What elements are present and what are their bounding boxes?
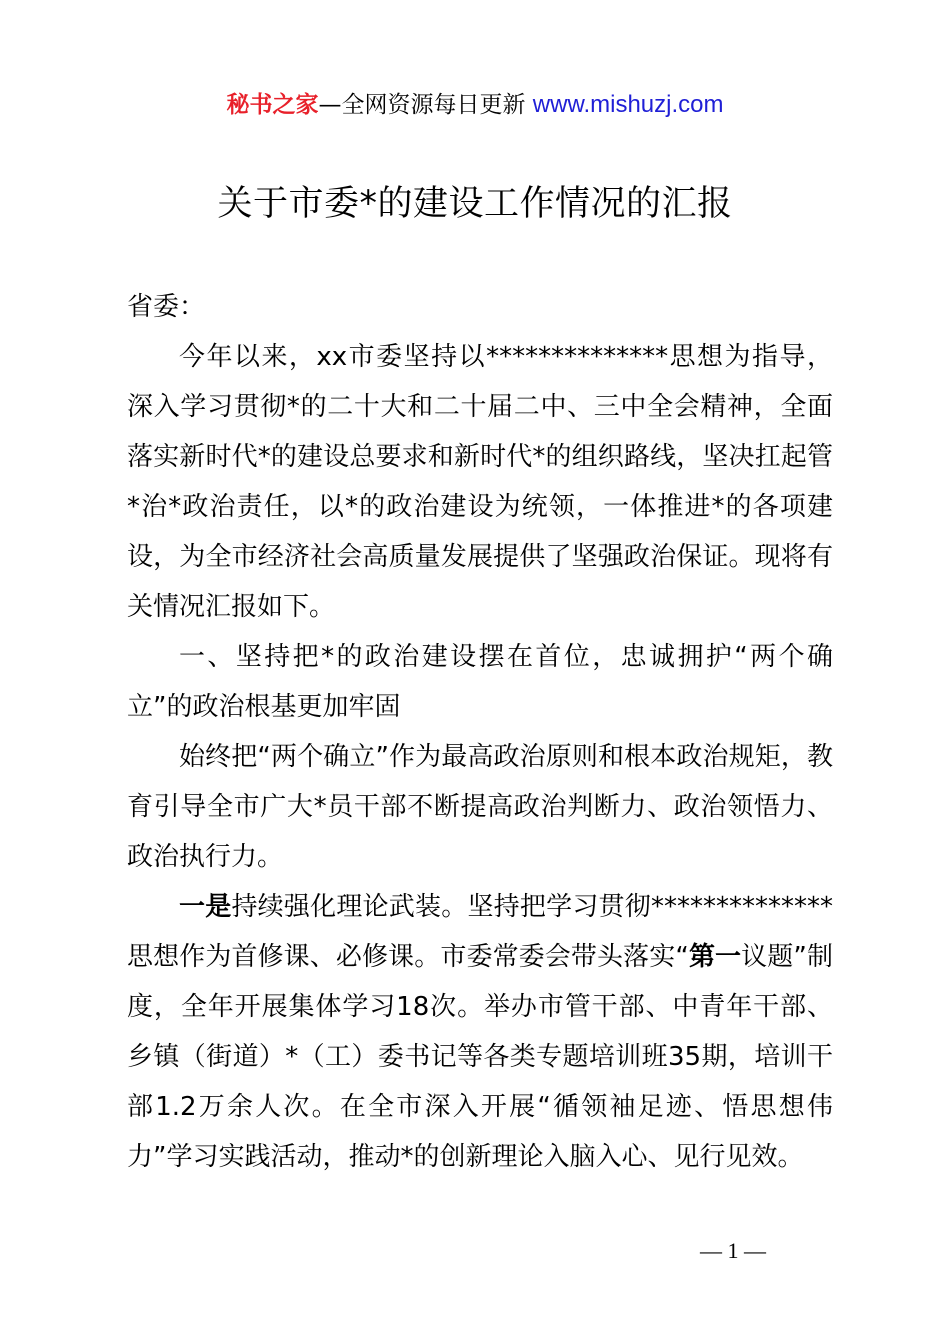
point-lead: 一是	[179, 892, 232, 922]
intro-paragraph: 今年以来，xx市委坚持以**************思想为指导，深入学习贯彻*的二十大和二十届二中、三中全会精神，全面落实新时代*的建设总要求和新时代*的组织路线，坚决扛起管*治*政治责任，以*的政治建设为统领，一体推进*的各项建设，为全市经济社会高质量发展提供了坚强政治保证。现将有关情况汇报如下。	[127, 342, 833, 622]
section-paragraph: 始终把“两个确立”作为最高政治原则和根本政治规矩，教育引导全市广大*员干部不断提高政治判断力、政治领悟力、政治执行力。	[127, 742, 833, 872]
brand-name: 秘书之家	[226, 92, 319, 118]
document-title: 关于市委*的建设工作情况的汇报	[217, 184, 733, 224]
point-paragraph	[127, 882, 833, 1182]
point-text-after: 议题”制度，全年开展集体学习18次。举办市管干部、中青年干部、乡镇（街道）*（工）委书记等各类专题培训班35期，培训干部1.2万余人次。在全市深入开展“循领袖足迹、悟思想伟力”学习实践活动，推动*的创新理论入脑入心、见行见效。	[127, 942, 833, 1172]
point-text-before: 持续强化理论武装。坚持把学习贯彻**************思想作为首修课、必修课。市委常委会带头落实“	[127, 892, 833, 972]
site-header	[0, 88, 950, 122]
site-url-link[interactable]: www.mishuzj.com	[532, 91, 724, 118]
section-heading: 一、坚持把*的政治建设摆在首位，忠诚拥护“两个确立”的政治根基更加牢固	[127, 642, 833, 722]
point-bold-mid: 第一	[688, 942, 742, 972]
page-number: — 1 —	[700, 1238, 766, 1263]
salutation: 省委：	[127, 292, 206, 322]
site-tagline: —全网资源每日更新	[318, 92, 533, 118]
document-body	[127, 282, 833, 1182]
